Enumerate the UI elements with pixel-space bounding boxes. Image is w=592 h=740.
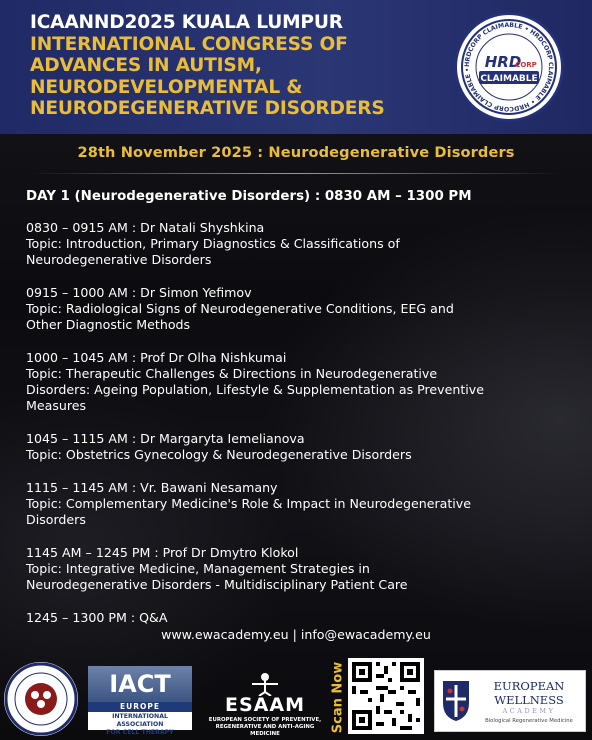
session-item [26, 431, 574, 463]
iact-name: IACT [88, 666, 192, 702]
scan-now-label-wrap [328, 658, 346, 738]
sponsor-logos [0, 648, 592, 740]
session-item [26, 220, 574, 268]
title-line-3: ADVANCES IN AUTISM, [30, 55, 262, 76]
stem-cell-association-logo [4, 662, 78, 736]
session-topic-cont: Disorders: Ageing Population, Lifestyle & Supplementation as Preventive [26, 382, 484, 397]
badge-ring-text: HRDCORP CLAIMABLE • HRDCORP CLAIMABLE • HRDCORP CLAIMABLE • [463, 21, 555, 113]
ewa-line-1: EUROPEAN [493, 679, 565, 693]
session-item [26, 480, 574, 528]
esaam-name: ESAAM [225, 694, 305, 716]
european-wellness-academy-logo [434, 670, 586, 732]
hrdcorp-badge-graphic [457, 15, 561, 119]
session-topic: Topic: Complementary Medicine's Role & Impact in Neurodegenerative [26, 496, 472, 511]
header-banner [0, 0, 592, 134]
esaam-desc-line-2: REGENERATIVE AND ANTI-AGING MEDICINE [215, 724, 315, 737]
badge-label: CLAIMABLE [480, 74, 538, 84]
iact-logo [88, 666, 192, 736]
session-time-speaker: 0915 – 1000 AM : Dr Simon Yefimov [26, 285, 252, 300]
stem-cell-seal-icon [4, 662, 78, 736]
esaam-desc-line-1: EUROPEAN SOCIETY OF PREVENTIVE, [208, 717, 322, 723]
session-topic-cont: Measures [26, 398, 87, 413]
session-topic-cont: Neurodegenerative Disorders [26, 252, 212, 267]
session-item [26, 350, 574, 414]
session-time-speaker: 1115 – 1145 AM : Vr. Bawani Nesamany [26, 480, 278, 495]
title-line-4: NEURODEVELOPMENTAL & [30, 76, 303, 98]
iact-desc-line-2: FOR CELL THERAPY [106, 729, 174, 736]
session-time-speaker: 1145 AM – 1245 PM : Prof Dr Dmytro Klokol [26, 545, 299, 560]
scan-now-label: Scan Now [330, 661, 346, 734]
esaam-figure-icon [204, 672, 326, 696]
session-list [26, 220, 574, 626]
iact-description [88, 713, 192, 737]
qr-code[interactable] [348, 658, 424, 734]
closing-qa: 1245 – 1300 PM : Q&A [26, 610, 168, 625]
ewa-tagline: Biological Regenerative Medicine [485, 718, 573, 724]
contact-info[interactable]: www.ewacademy.eu | info@ewacademy.eu [161, 627, 431, 642]
ewa-line-2: WELLNESS [494, 693, 564, 707]
session-item [26, 285, 574, 333]
session-item [26, 545, 574, 593]
esaam-logo [204, 672, 326, 736]
iact-desc-line-1: INTERNATIONAL ASSOCIATION [112, 713, 168, 728]
session-topic: Topic: Obstetrics Gynecology & Neurodegenerative Disorders [26, 447, 412, 462]
session-time-speaker: 1000 – 1045 AM : Prof Dr Olha Nishkumai [26, 350, 287, 365]
session-topic-cont: Disorders [26, 512, 86, 527]
session-topic-cont: Other Diagnostic Methods [26, 317, 191, 332]
session-topic: Topic: Introduction, Primary Diagnostics & Classifications of [26, 236, 400, 251]
divider-line [28, 173, 564, 174]
badge-brand-suffix: CORP [515, 61, 537, 69]
qr-code-icon [348, 658, 424, 734]
session-topic: Topic: Radiological Signs of Neurodegenerative Conditions, EEG and [26, 301, 454, 316]
session-topic: Topic: Integrative Medicine, Management Strategies in [26, 561, 370, 576]
event-date-subtitle: 28th November 2025 : Neurodegenerative Disorders [77, 144, 515, 161]
day-heading: DAY 1 (Neurodegenerative Disorders) : 0830 AM – 1300 PM [26, 189, 472, 204]
session-topic: Topic: Therapeutic Challenges & Directions in Neurodegenerative [26, 366, 438, 381]
title-line-2: INTERNATIONAL CONGRESS OF [30, 33, 348, 55]
ewa-line-3: ACADEMY [502, 707, 556, 715]
title-line-5: NEURODEGENERATIVE DISORDERS [30, 98, 385, 119]
congress-title [30, 12, 450, 120]
title-line-1: ICAANND2025 KUALA LUMPUR [30, 12, 343, 33]
session-topic-cont: Neurodegenerative Disorders - Multidisciplinary Patient Care [26, 577, 408, 592]
ewa-crest-icon [441, 679, 471, 723]
iact-region: EUROPE [88, 702, 192, 712]
session-time-speaker: 0830 – 0915 AM : Dr Natali Shyshkina [26, 220, 265, 235]
session-time-speaker: 1045 – 1115 AM : Dr Margaryta Iemelianova [26, 431, 305, 446]
hrdcorp-claimable-badge [454, 12, 564, 122]
badge-brand: HRD [484, 53, 522, 71]
esaam-description [204, 717, 326, 738]
